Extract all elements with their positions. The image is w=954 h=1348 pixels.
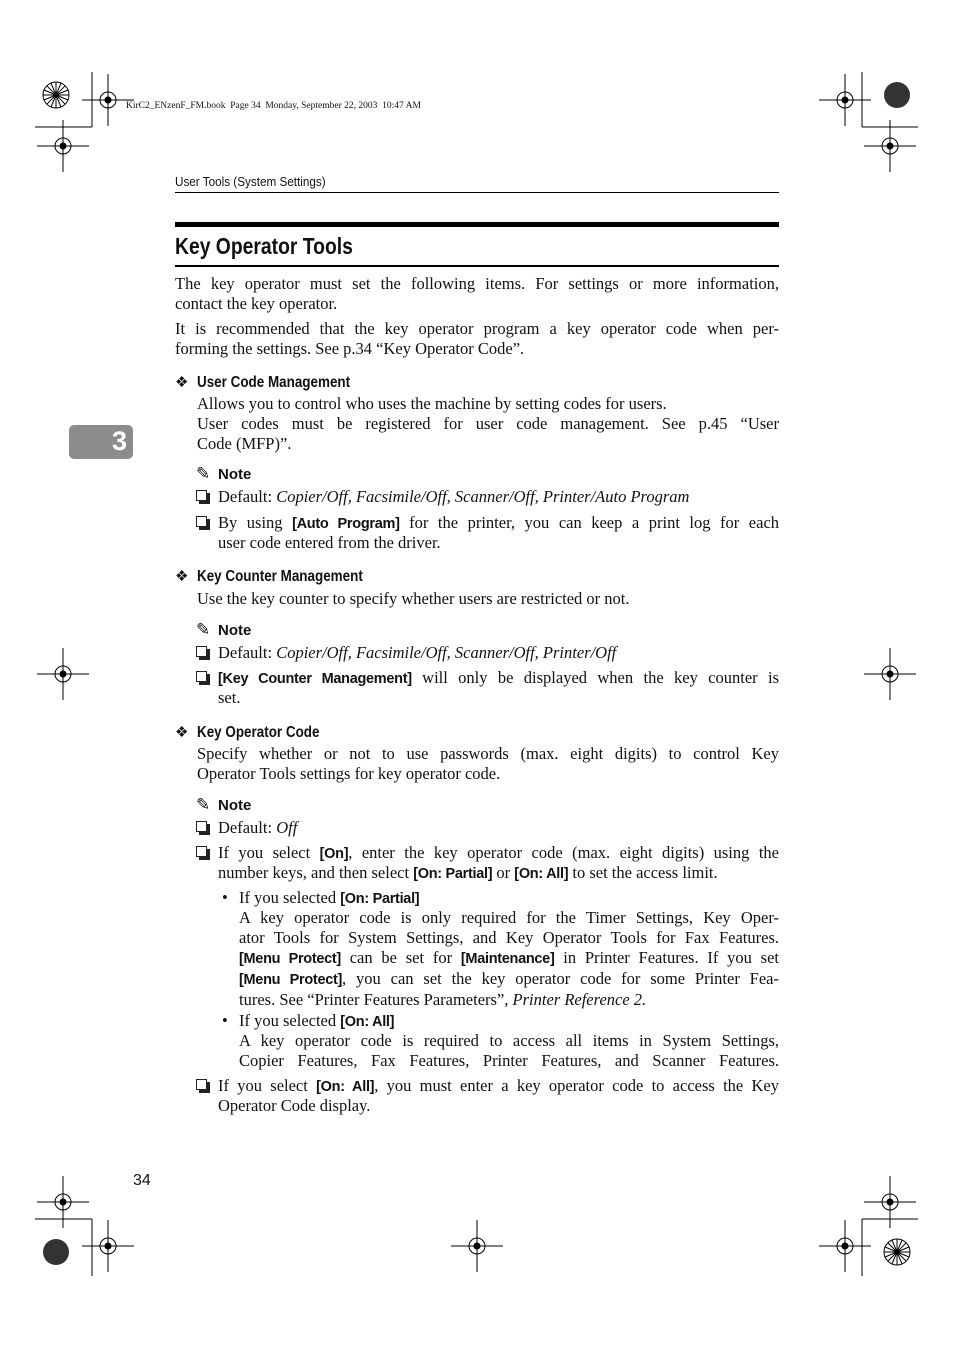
note-item: If you select [On], enter the key operator code (max. eight digits) using the number keys, and then select [On: Partial] or [On: All] to set the access limit. <box>0 843 800 885</box>
key-counter-body: Use the key counter to specify whether users are restricted or not. <box>197 589 630 608</box>
note-item: By using [Auto Program] for the printer, you can keep a print log for each user code entered from the driver. <box>0 513 800 555</box>
checkbox-icon <box>196 846 207 857</box>
diamond-icon: ❖ <box>175 375 189 391</box>
title-rule <box>175 265 779 267</box>
pencil-icon: ✎ <box>196 464 211 484</box>
checkbox-icon <box>196 646 207 657</box>
note-item: Default: Copier/Off, Facsimile/Off, Scanner/Off, Printer/Auto Program <box>0 487 800 507</box>
note-heading: ✎ Note <box>196 464 252 484</box>
intro-paragraph-1: The key operator must set the following items. For settings or more information, contact the key operator. <box>175 274 779 313</box>
title-bar <box>175 222 779 227</box>
bullet-item: • If you selected [On: All] A key operator code is required to access all items in System Settings, Copier Features, Fax Features, Printer Features, and Scanner Features. <box>222 1011 779 1070</box>
pencil-icon: ✎ <box>196 795 211 815</box>
key-operator-code-heading: ❖ Key Operator Code <box>175 724 320 741</box>
diamond-icon: ❖ <box>175 569 189 585</box>
checkbox-icon <box>196 516 207 527</box>
key-operator-code-body: Specify whether or not to use passwords (max. eight digits) to control Key Operator Tools settings for key operator code. <box>197 744 779 783</box>
page-title: Key Operator Tools <box>175 233 353 259</box>
chapter-number: 3 <box>111 426 127 456</box>
diamond-icon: ❖ <box>175 725 189 741</box>
checkbox-icon <box>196 821 207 832</box>
checkbox-icon <box>196 1079 207 1090</box>
checkbox-icon <box>196 490 207 501</box>
user-code-body: Allows you to control who uses the machine by setting codes for users. User codes must be registered for user code management. See p.45 “User Code (MFP)”. <box>197 394 779 453</box>
bullet-item: • If you selected [On: Partial] A key operator code is only required for the Timer Settings, Key Oper- ator Tools for System Settings, and Key Operator Tools for Fax Features. [Menu Protect] can be set for [Maintenance] in Printer Features. If you set [Menu Protect], you can set the key operator code for some Printer Fea- tures. See “Printer Features Parameters”, Printer Reference 2. <box>222 888 779 1009</box>
page-number: 34 <box>133 1172 151 1189</box>
note-heading: ✎ Note <box>196 795 252 815</box>
key-counter-heading: ❖ Key Counter Management <box>175 568 363 585</box>
note-item: Default: Copier/Off, Facsimile/Off, Scanner/Off, Printer/Off <box>0 643 800 663</box>
running-header: User Tools (System Settings) <box>175 174 326 189</box>
user-code-heading: ❖ User Code Management <box>175 374 351 391</box>
note-item: Default: Off <box>0 818 800 838</box>
header-rule <box>175 192 779 193</box>
bullet-icon: • <box>222 888 228 907</box>
note-item: [Key Counter Management] will only be displayed when the key counter is set. <box>0 668 800 710</box>
bullet-icon: • <box>222 1011 228 1030</box>
intro-paragraph-2: It is recommended that the key operator program a key operator code when per- forming the settings. See p.34 “Key Operator Code”. <box>175 319 779 358</box>
pencil-icon: ✎ <box>196 620 211 640</box>
checkbox-icon <box>196 671 207 682</box>
chapter-tab <box>69 425 133 459</box>
file-header: KirC2_ENzenF_FM.book Page 34 Monday, September 22, 2003 10:47 AM <box>126 101 421 111</box>
note-heading: ✎ Note <box>196 620 252 640</box>
note-item: If you select [On: All], you must enter a key operator code to access the Key Operator Code display. <box>0 1076 800 1118</box>
